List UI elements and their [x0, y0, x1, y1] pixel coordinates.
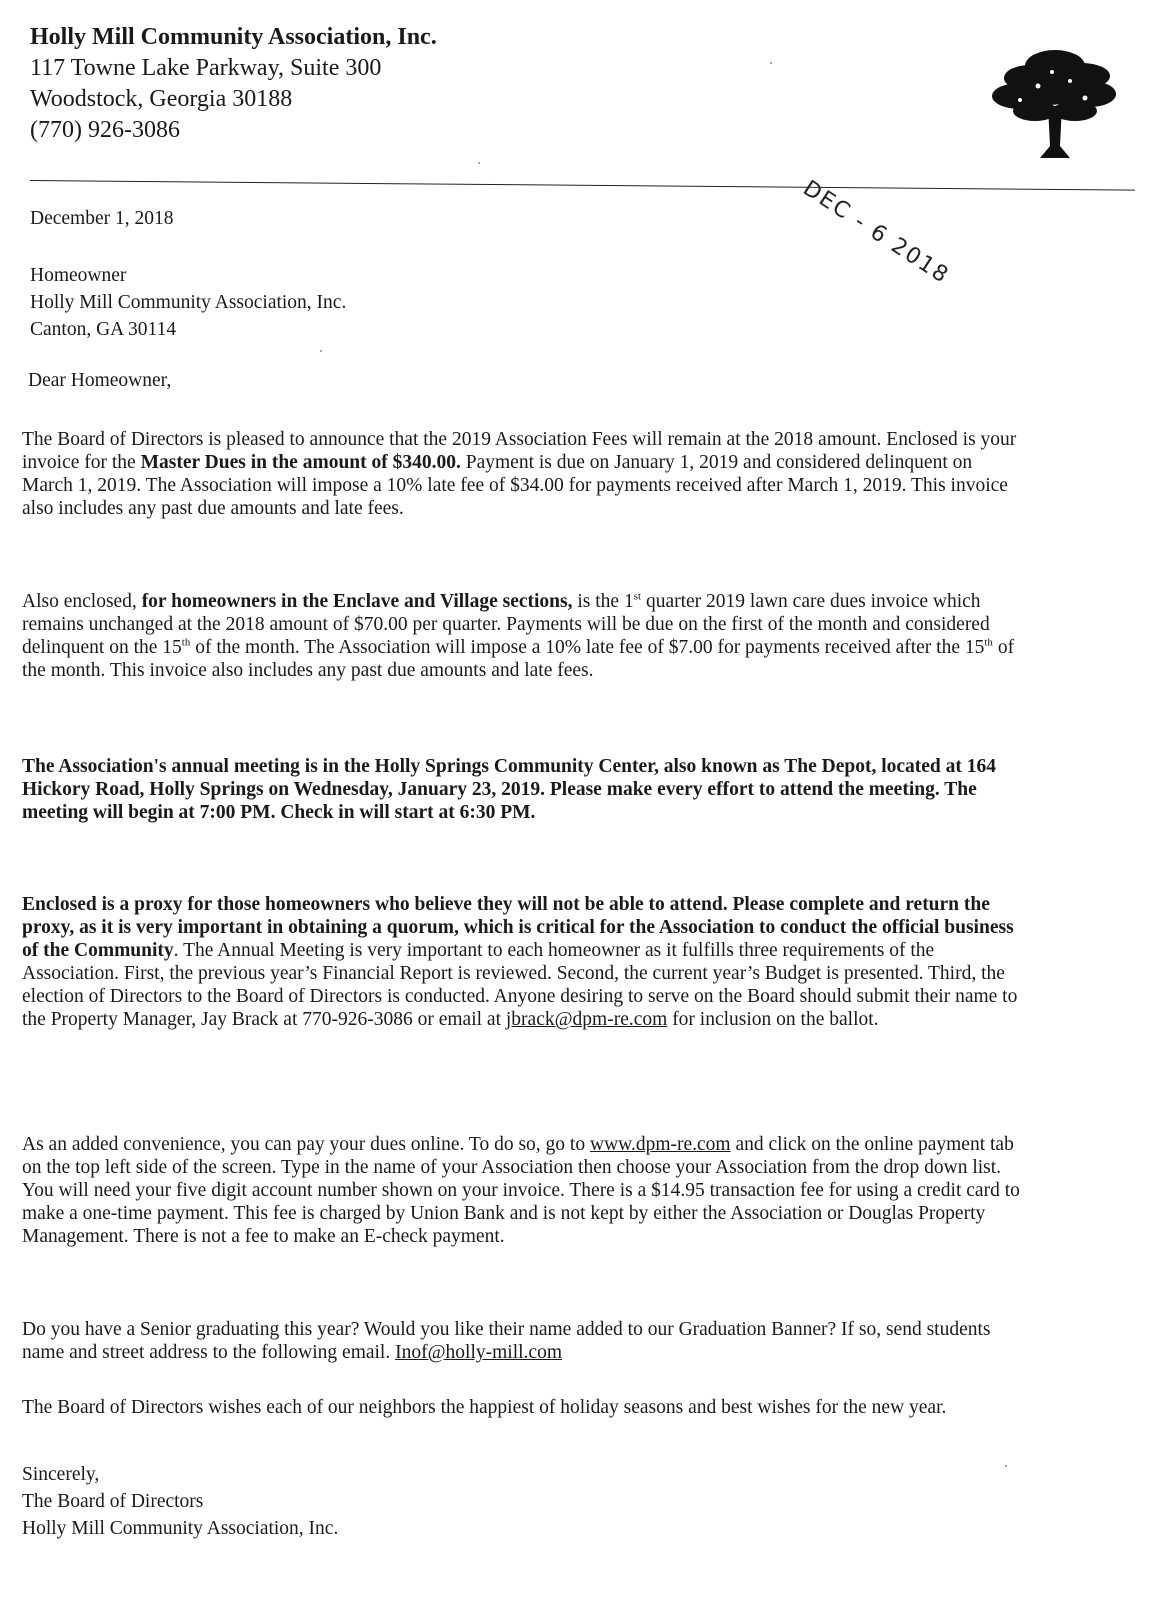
org-street: 117 Towne Lake Parkway, Suite 300 — [30, 55, 382, 81]
org-city: Woodstock, Georgia 30188 — [30, 86, 293, 112]
fees-text: The Board of Directors is pleased to announce that the 2019 Association Fees will remain at the 2018 amount. Enclosed is your invoice for the — [22, 429, 1017, 473]
proxy-text: for inclusion on the ballot. — [667, 1009, 879, 1030]
lawn-text: of the month. This invoice also includes any past due amounts and late fees. — [22, 637, 1015, 681]
paragraph-annual-meeting: The Association's annual meeting is in the Holly Springs Community Center, also known as The Depot, located at 164 Hickory Road, Holly Springs on Wednesday, January 23, 2019. Please make every effort to attend the meeting. The meeting will begin at 7:00 PM. Check in will start at 6:30 PM. — [22, 756, 997, 823]
master-dues-amount: Master Dues in the amount of $340.00. — [140, 452, 461, 473]
scan-speck — [1005, 1465, 1007, 1467]
ordinal-suffix: st — [633, 590, 642, 603]
letterhead-divider — [30, 180, 1135, 191]
closing-line: Sincerely, — [22, 1464, 100, 1485]
scan-speck — [770, 62, 772, 64]
recipient-line: Holly Mill Community Association, Inc. — [30, 292, 347, 313]
lawn-text: of the month. The Association will impose a 10% late fee of $7.00 for payments received after the 15 — [190, 637, 985, 658]
paragraph-lawn-care — [22, 590, 1022, 682]
ordinal-suffix: th — [181, 636, 191, 649]
paragraph-holiday-wishes: The Board of Directors wishes each of our neighbors the happiest of holiday seasons and best wishes for the new year. — [22, 1397, 947, 1418]
org-name: Holly Mill Community Association, Inc. — [30, 24, 437, 50]
enclave-village-note: for homeowners in the Enclave and Village sections, — [141, 591, 573, 612]
proxy-text: . The Annual Meeting is very important to each homeowner as it fulfills three requirements of the Association. First, the previous year’s Financial Report is reviewed. Second, the current year’s Budget is presented. Third, the election of Directors to the Board of Directors is conducted. Anyone desiring to serve on the Board should submit their name to the Property Manager, Jay Brack at 770-926-3086 or email at — [22, 940, 1018, 1030]
letter-date: December 1, 2018 — [30, 208, 174, 229]
paragraph-fees — [22, 428, 1022, 520]
paragraph-graduation — [22, 1318, 1022, 1364]
closing-line: Holly Mill Community Association, Inc. — [22, 1518, 339, 1539]
lawn-text: Also enclosed, — [22, 591, 142, 612]
scan-speck — [478, 162, 480, 164]
lawn-text: quarter 2019 lawn care dues invoice which remains unchanged at the 2018 amount of $70.00 per quarter. Payments will be due on the first of the month and considered delinquent on the 15 — [22, 591, 990, 658]
paragraph-proxy — [22, 893, 1022, 1031]
letterhead — [30, 22, 437, 146]
scan-speck — [320, 350, 322, 352]
payment-text: As an added convenience, you can pay your dues online. To do so, go to — [22, 1134, 590, 1155]
fees-text: Payment is due on January 1, 2019 and considered delinquent on March 1, 2019. The Association will impose a 10% late fee of $34.00 for payments received after March 1, 2019. This invoice also includes any past due amounts and late fees. — [22, 452, 1008, 519]
closing-block — [22, 1461, 1022, 1542]
website-link[interactable]: www.dpm-re.com — [589, 1134, 731, 1155]
ordinal-suffix: th — [984, 636, 993, 649]
manager-email-link[interactable]: jbrack@dpm-re.com — [505, 1009, 668, 1030]
received-date-stamp: DEC - 6 2018 — [798, 176, 954, 290]
proxy-bold-text: Enclosed is a proxy for those homeowners who believe they will not be able to attend. Please complete and return the proxy, as it is very important in obtaining a quorum, which is critical for the Association to conduct the official business of the Community — [22, 894, 1014, 961]
closing-line: The Board of Directors — [22, 1491, 204, 1512]
org-phone: (770) 926-3086 — [30, 117, 180, 143]
lawn-text: is the 1 — [572, 591, 634, 612]
recipient-line: Homeowner — [30, 265, 127, 286]
graduation-text: Do you have a Senior graduating this year? Would you like their name added to our Graduation Banner? If so, send students name and street address to the following email. — [22, 1319, 991, 1363]
tree-logo-icon — [990, 36, 1120, 166]
salutation: Dear Homeowner, — [28, 370, 172, 391]
paragraph-online-payment — [22, 1133, 1022, 1248]
graduation-email-link[interactable]: Inof@holly-mill.com — [395, 1342, 563, 1363]
payment-text: and click on the online payment tab on the top left side of the screen. Type in the name of your Association then choose your Association from the drop down list. You will need your five digit account number shown on your invoice. There is a $14.95 transaction fee for using a credit card to make a one-time payment. This fee is charged by Union Bank and is not kept by either the Association or Douglas Property Management. There is not a fee to make an E-check payment. — [22, 1134, 1020, 1247]
recipient-address — [30, 262, 1030, 343]
recipient-line: Canton, GA 30114 — [30, 319, 177, 340]
